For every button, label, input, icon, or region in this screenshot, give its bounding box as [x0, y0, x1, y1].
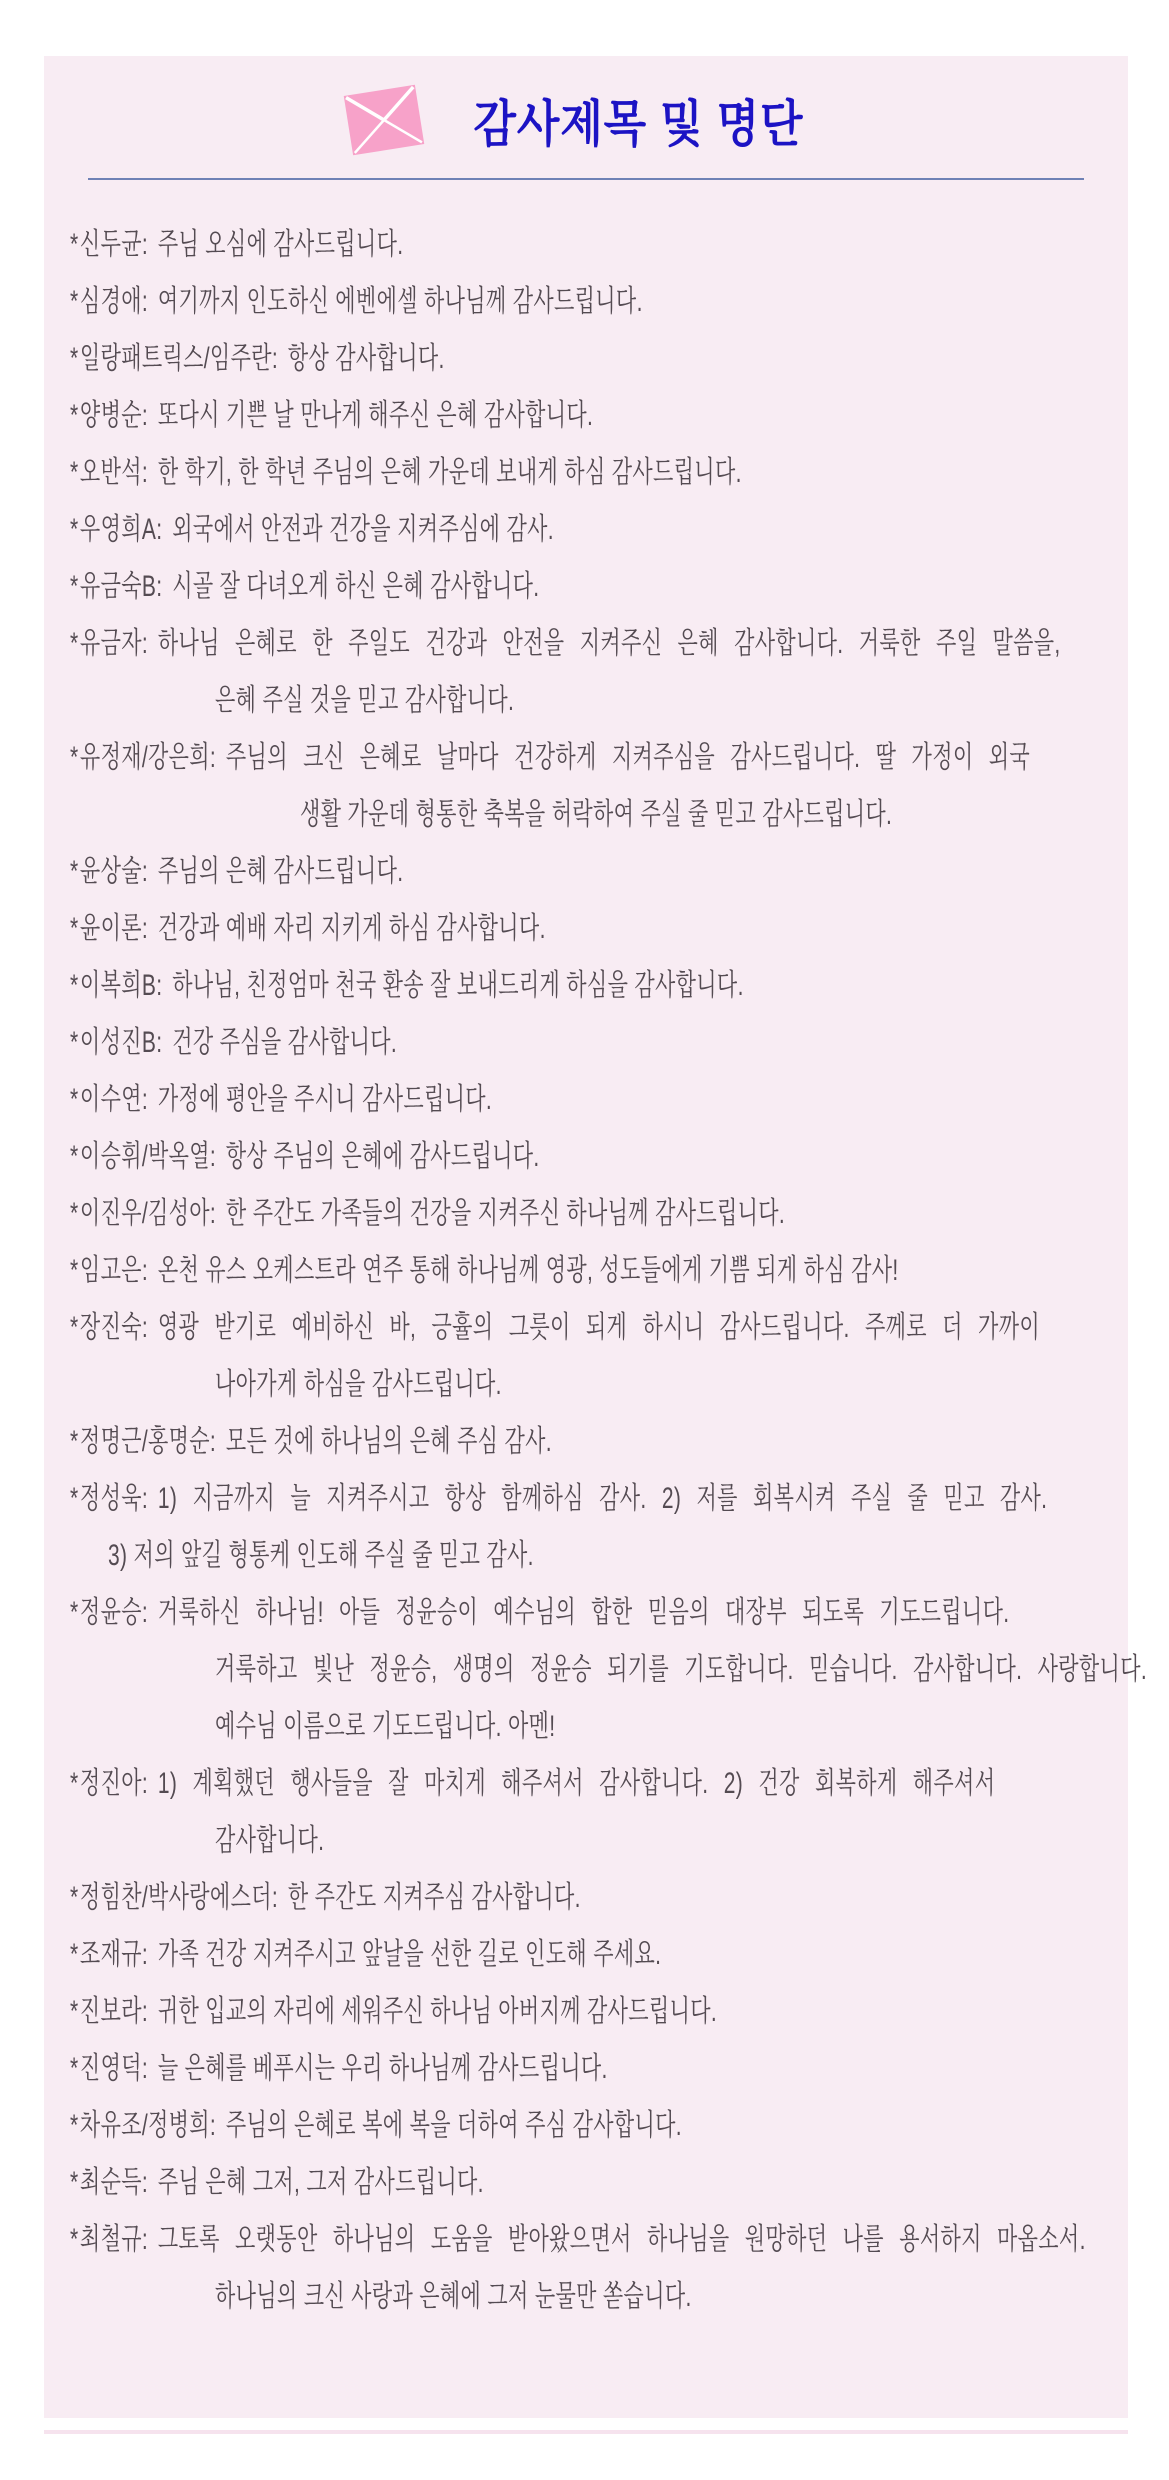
entry-name: 임고은	[79, 1253, 142, 1287]
entry-marker: *	[70, 569, 79, 603]
entry-line	[70, 2207, 1128, 2264]
entry-marker: *	[70, 1994, 79, 2028]
entry-line	[70, 554, 1128, 611]
entry-text: 주님의 은혜 감사드립니다.	[157, 854, 404, 888]
entry-name: 정성욱	[79, 1481, 142, 1515]
entry-name: 양병순	[79, 398, 142, 432]
entry-name: 이복희B	[79, 968, 157, 1002]
entry-line	[70, 1238, 1128, 1295]
entry-line	[70, 1751, 1128, 1808]
entry-line	[108, 1523, 1128, 1580]
entry-colon: :	[156, 1025, 163, 1059]
entry-name: 장진숙	[79, 1310, 142, 1344]
entry-name: 오반석	[79, 455, 142, 489]
entry-text: 외국에서 안전과 건강을 지켜주심에 감사.	[172, 512, 554, 546]
entry-text: 귀한 입교의 자리에 세워주신 하나님 아버지께 감사드립니다.	[157, 1994, 718, 2028]
entry-marker: *	[70, 968, 79, 1002]
entry-line	[70, 383, 1128, 440]
entry-text: 한 주간도 지켜주심 감사합니다.	[287, 1880, 581, 1914]
entry-line	[70, 1580, 1128, 1637]
entry-text: 건강과 예배 자리 지키게 하심 감사합니다.	[157, 911, 546, 945]
entry-text: 항상 주님의 은혜에 감사드립니다.	[225, 1139, 540, 1173]
entry-text: 영광 받기로 예비하신 바, 긍휼의 그릇이 되게 하시니 감사드립니다. 주께로 더 가까이	[157, 1310, 1040, 1344]
entry-colon: :	[141, 398, 149, 432]
entry-colon: :	[209, 1196, 217, 1230]
entry-text: 모든 것에 하나님의 은혜 주심 감사.	[225, 1424, 552, 1458]
entry-marker: *	[70, 1082, 79, 1116]
entry-marker: *	[70, 341, 79, 375]
entry-colon: :	[209, 1424, 217, 1458]
entry-colon: :	[156, 968, 163, 1002]
entry-name: 조재규	[79, 1937, 142, 1971]
entry-line	[70, 1865, 1128, 1922]
entry-line	[215, 668, 1128, 725]
entry-marker: *	[70, 854, 79, 888]
entry-name: 유정재/강은희	[79, 740, 210, 774]
entry-marker: *	[70, 1139, 79, 1173]
entry-line	[70, 440, 1128, 497]
entry-line	[70, 497, 1128, 554]
entry-name: 일랑패트릭스/임주란	[79, 341, 272, 375]
entry-line	[70, 1979, 1128, 2036]
entry-name: 정진아	[79, 1766, 142, 1800]
entry-marker: *	[70, 1310, 79, 1344]
entry-colon: :	[271, 1880, 279, 1914]
entry-marker: *	[70, 512, 79, 546]
entry-text: 예수님 이름으로 기도드립니다. 아멘!	[215, 1709, 556, 1743]
entry-colon: :	[141, 1766, 149, 1800]
entry-line	[70, 839, 1128, 896]
entry-line	[70, 212, 1128, 269]
entry-marker: *	[70, 2222, 79, 2256]
entry-line	[70, 1922, 1128, 1979]
entry-marker: *	[70, 455, 79, 489]
entry-marker: *	[70, 1424, 79, 1458]
entry-name: 진보라	[79, 1994, 142, 2028]
entry-name: 이진우/김성아	[79, 1196, 210, 1230]
entry-line	[70, 725, 1128, 782]
entry-marker: *	[70, 1766, 79, 1800]
entry-colon: :	[141, 227, 149, 261]
entry-name: 유금자	[79, 626, 142, 660]
entry-text: 늘 은혜를 베푸시는 우리 하나님께 감사드립니다.	[157, 2051, 608, 2085]
entry-line	[70, 1010, 1128, 1067]
entry-text: 주님 오심에 감사드립니다.	[157, 227, 404, 261]
entry-line	[70, 1181, 1128, 1238]
entry-line	[70, 1409, 1128, 1466]
entry-text: 거룩하신 하나님! 아들 정윤승이 예수님의 합한 믿음의 대장부 되도록 기도드립니다.	[157, 1595, 1010, 1629]
entry-text: 거룩하고 빛난 정윤승, 생명의 정윤승 되기를 기도합니다. 믿습니다. 감사합니다. 사랑합니다.	[215, 1652, 1148, 1686]
entry-marker: *	[70, 2051, 79, 2085]
entry-text: 하나님의 크신 사랑과 은혜에 그저 눈물만 쏟습니다.	[215, 2279, 692, 2313]
entry-marker: *	[70, 227, 79, 261]
entry-colon: :	[141, 1481, 149, 1515]
entry-line	[70, 326, 1128, 383]
entry-colon: :	[141, 284, 149, 318]
entry-line	[215, 1352, 1128, 1409]
entry-line	[300, 782, 1128, 839]
page-header	[44, 56, 1128, 156]
entry-text: 1) 계획했던 행사들을 잘 마치게 해주셔서 감사합니다. 2) 건강 회복하게 해주셔서	[157, 1766, 996, 1800]
entry-colon: :	[141, 2051, 149, 2085]
entry-colon: :	[209, 1139, 217, 1173]
entry-line	[70, 1295, 1128, 1352]
entry-line	[70, 2036, 1128, 2093]
entry-colon: :	[271, 341, 279, 375]
entry-text: 하나님, 친정엄마 천국 환송 잘 보내드리게 하심을 감사합니다.	[172, 968, 744, 1002]
entry-name: 심경애	[79, 284, 142, 318]
page-title: 감사제목 및 명단	[473, 96, 803, 152]
entry-text: 또다시 기쁜 날 만나게 해주신 은혜 감사합니다.	[157, 398, 594, 432]
entry-marker: *	[70, 1253, 79, 1287]
entry-marker: *	[70, 911, 79, 945]
entry-text: 한 주간도 가족들의 건강을 지켜주신 하나님께 감사드립니다.	[225, 1196, 786, 1230]
entry-colon: :	[141, 1082, 149, 1116]
entry-text: 가족 건강 지켜주시고 앞날을 선한 길로 인도해 주세요.	[157, 1937, 662, 1971]
entry-marker: *	[70, 398, 79, 432]
entry-marker: *	[70, 1196, 79, 1230]
entry-line	[70, 896, 1128, 953]
entry-colon: :	[141, 2165, 149, 2199]
entry-name: 최순득	[79, 2165, 142, 2199]
entry-line	[70, 1067, 1128, 1124]
entry-line	[70, 2150, 1128, 2207]
entry-colon: :	[141, 1595, 149, 1629]
entry-text: 나아가게 하심을 감사드립니다.	[215, 1367, 502, 1401]
entry-line	[70, 1124, 1128, 1181]
entry-line	[215, 2264, 1128, 2321]
entry-text: 여기까지 인도하신 에벤에셀 하나님께 감사드립니다.	[157, 284, 643, 318]
bulletin-panel	[44, 56, 1148, 2418]
entry-name: 이수연	[79, 1082, 142, 1116]
entry-name: 진영덕	[79, 2051, 142, 2085]
entry-text: 한 학기, 한 학년 주님의 은혜 가운데 보내게 하심 감사드립니다.	[157, 455, 742, 489]
entry-colon: :	[141, 911, 149, 945]
entry-colon: :	[141, 626, 149, 660]
entry-name: 차유조/정병희	[79, 2108, 210, 2142]
entry-name: 이성진B	[79, 1025, 157, 1059]
entry-marker: *	[70, 1481, 79, 1515]
entry-line	[70, 953, 1128, 1010]
entry-name: 정윤승	[79, 1595, 142, 1629]
entry-name: 신두균	[79, 227, 142, 261]
entry-marker: *	[70, 2165, 79, 2199]
entry-text: 시골 잘 다녀오게 하신 은혜 감사합니다.	[172, 569, 540, 603]
entry-line	[70, 1466, 1128, 1523]
entry-marker: *	[70, 1880, 79, 1914]
entry-text: 주님 은혜 그저, 그저 감사드립니다.	[157, 2165, 484, 2199]
entry-marker: *	[70, 1595, 79, 1629]
entry-colon: :	[209, 740, 217, 774]
entry-name: 윤이론	[79, 911, 142, 945]
entry-text: 온천 유스 오케스트라 연주 통해 하나님께 영광, 성도들에게 기쁨 되게 하심 감사!	[157, 1253, 899, 1287]
entry-marker: *	[70, 626, 79, 660]
entry-line	[215, 1637, 1148, 1694]
entry-colon: :	[141, 1937, 149, 1971]
entry-text: 은혜 주실 것을 믿고 감사합니다.	[215, 683, 515, 717]
entry-text: 항상 감사합니다.	[287, 341, 445, 375]
entry-colon: :	[209, 2108, 217, 2142]
entry-colon: :	[141, 1253, 149, 1287]
entry-name: 정명근/홍명순	[79, 1424, 210, 1458]
entry-text: 건강 주심을 감사합니다.	[172, 1025, 398, 1059]
entry-colon: :	[141, 1310, 149, 1344]
entry-name: 정힘찬/박사랑에스더	[79, 1880, 272, 1914]
entry-colon: :	[141, 1994, 149, 2028]
entry-marker: *	[70, 2108, 79, 2142]
entry-colon: :	[156, 512, 163, 546]
entry-text: 가정에 평안을 주시니 감사드립니다.	[157, 1082, 493, 1116]
entry-marker: *	[70, 284, 79, 318]
entry-text: 주님의 은혜로 복에 복을 더하여 주심 감사합니다.	[225, 2108, 682, 2142]
entries	[44, 180, 1148, 2321]
entry-colon: :	[141, 854, 149, 888]
entry-name: 유금숙B	[79, 569, 157, 603]
entry-colon: :	[141, 455, 149, 489]
entry-text: 하나님 은혜로 한 주일도 건강과 안전을 지켜주신 은혜 감사합니다. 거룩한 주일 말씀을,	[157, 626, 1061, 660]
entry-marker: *	[70, 740, 79, 774]
entry-text: 주님의 크신 은혜로 날마다 건강하게 지켜주심을 감사드립니다. 딸 가정이 외국	[225, 740, 1031, 774]
entry-name: 최철규	[79, 2222, 142, 2256]
entry-line	[215, 1808, 1128, 1865]
entry-line	[70, 2093, 1128, 2150]
entry-line	[70, 611, 1128, 668]
entry-marker: *	[70, 1025, 79, 1059]
envelope-icon	[342, 84, 425, 157]
entry-colon: :	[156, 569, 163, 603]
entry-name: 우영희A	[79, 512, 157, 546]
entry-text: 생활 가운데 형통한 축복을 허락하여 주실 줄 믿고 감사드립니다.	[300, 797, 893, 831]
entry-name: 이승휘/박옥열	[79, 1139, 210, 1173]
entry-name: 윤상술	[79, 854, 142, 888]
entry-text: 3) 저의 앞길 형통케 인도해 주실 줄 믿고 감사.	[108, 1538, 534, 1572]
entry-text: 그토록 오랫동안 하나님의 도움을 받아왔으면서 하나님을 원망하던 나를 용서하지 마옵소서.	[157, 2222, 1086, 2256]
entry-colon: :	[141, 2222, 149, 2256]
entry-text: 감사합니다.	[215, 1823, 325, 1857]
entry-text: 1) 지금까지 늘 지켜주시고 항상 함께하심 감사. 2) 저를 회복시켜 주실 줄 믿고 감사.	[157, 1481, 1048, 1515]
entry-line	[70, 269, 1128, 326]
entry-line	[215, 1694, 1128, 1751]
entry-marker: *	[70, 1937, 79, 1971]
bottom-divider	[44, 2430, 1128, 2434]
